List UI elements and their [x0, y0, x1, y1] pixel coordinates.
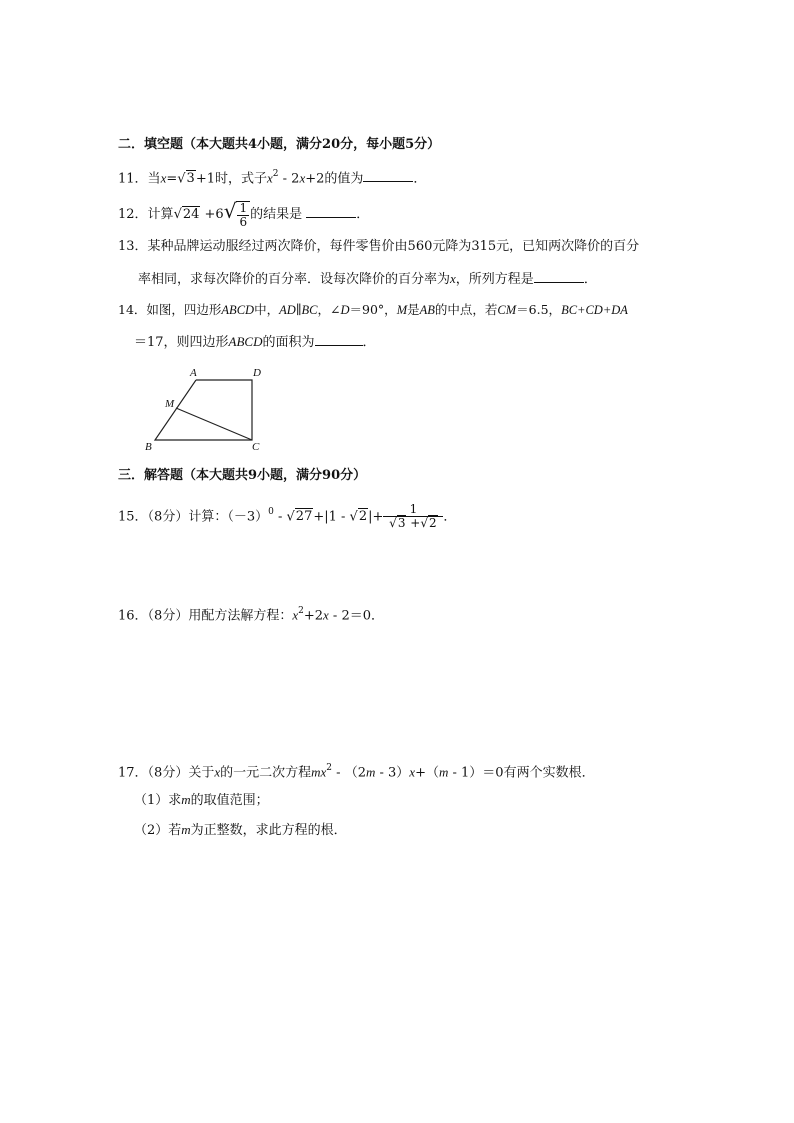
q15-sqrt-arg: 2 — [358, 509, 368, 525]
q17-var: m — [181, 822, 191, 837]
q15-fraction — [383, 503, 443, 530]
q17-var: mx — [311, 764, 327, 780]
q14-text: 是 — [407, 302, 420, 317]
q14-var: BC — [301, 303, 318, 317]
q14-var: ABCD — [221, 303, 255, 317]
q17-text: +（ — [415, 765, 439, 781]
q12-text: +6 — [200, 207, 224, 222]
q12-end: ． — [356, 207, 370, 222]
q17-var: m — [438, 764, 449, 780]
q14-text: ＝90°， — [349, 302, 397, 317]
question-17 — [118, 759, 595, 783]
q15-end: ． — [443, 509, 457, 525]
q16-var-x: x — [292, 607, 299, 623]
quadrilateral-abcd — [155, 380, 252, 440]
question-13-line1 — [118, 237, 639, 257]
question-16 — [118, 602, 384, 626]
q11-var-x: x — [160, 170, 167, 186]
fraction-numerator: 1 — [239, 200, 248, 215]
q14-text: 的中点，若 — [434, 302, 498, 317]
sqrt-symbol: √ — [173, 207, 182, 222]
section3-title: 三．解答题（本大题共9小题，满分90分） — [118, 468, 367, 483]
question-14-line1 — [118, 300, 628, 320]
q14-var: AB — [419, 303, 435, 317]
q12-sqrt-arg: 24 — [182, 207, 200, 222]
q14-number: 14． — [118, 302, 147, 317]
q17-text: （8分）关于 — [147, 765, 215, 781]
q11-eq: = — [166, 171, 178, 187]
question-17-part2 — [134, 820, 347, 841]
q15-text: +|1 - — [313, 509, 350, 525]
q14-text: 如图，四边形 — [146, 302, 222, 317]
q17-var: m — [365, 764, 376, 780]
q17-text: 的取值范围； — [190, 793, 269, 808]
q17-text: - （2 — [332, 765, 366, 781]
q14-var: M — [396, 303, 408, 317]
label-d: D — [253, 367, 261, 379]
q13-number: 13． — [118, 239, 148, 254]
fraction-denominator: 6 — [239, 214, 248, 229]
quadrilateral-figure — [140, 362, 280, 457]
q17-var: x — [409, 764, 416, 780]
q13-text: 某种品牌运动服经过两次降价，每件零售价由560元降为315元，已知两次降价的百分 — [147, 239, 640, 254]
q14-var: BC+CD+DA — [561, 303, 628, 317]
q12-fraction — [236, 201, 250, 229]
q11-number: 11． — [118, 171, 148, 187]
q11-exponent: 2 — [272, 169, 279, 179]
question-11 — [118, 165, 426, 189]
fraction-denominator: √3 +√2 — [389, 516, 437, 531]
q11-end: ． — [413, 171, 427, 187]
answer-blank[interactable] — [363, 169, 413, 182]
q13-end: ． — [583, 272, 597, 287]
q14-text: ∥ — [295, 302, 302, 317]
q14-var: AD — [279, 303, 296, 317]
q14-end: ． — [362, 335, 376, 350]
fraction-numerator: 1 — [383, 503, 443, 517]
q17-exponent: 2 — [326, 763, 333, 773]
label-c: C — [252, 441, 260, 453]
answer-blank[interactable] — [315, 333, 363, 346]
q16-var-x: x — [323, 607, 329, 623]
q12-text: 的结果是 — [250, 207, 307, 222]
q11-text: +2的值为 — [305, 171, 364, 187]
q17-text: （2）若 — [134, 823, 182, 838]
q11-var-x: x — [299, 170, 306, 186]
q15-text: - — [273, 509, 287, 525]
label-a: A — [190, 367, 197, 379]
q14-var: D — [340, 303, 350, 317]
segment-cm — [176, 408, 252, 440]
answer-blank[interactable] — [534, 270, 584, 283]
section2-title: 二．填空题（本大题共4小题，满分20分，每小题5分） — [118, 137, 441, 152]
q15-exponent: 0 — [268, 507, 274, 517]
answer-blank[interactable] — [306, 205, 356, 218]
q15-sqrt-arg: 3 — [397, 516, 406, 531]
q14-text: 的面积为 — [262, 335, 315, 350]
sqrt-symbol: √ — [286, 509, 295, 525]
q15-plus: + — [406, 516, 421, 531]
q17-text: - 1）＝0有两个实数根． — [448, 765, 595, 781]
q16-number: 16． — [118, 608, 148, 624]
q14-var: ABCD — [228, 334, 263, 349]
sqrt-symbol: √ — [177, 171, 186, 187]
q11-text: 当 — [147, 171, 161, 187]
q14-var: CM — [497, 303, 517, 317]
q11-var-x: x — [267, 170, 273, 186]
q16-text: +2 — [303, 608, 324, 624]
q15-text: |+ — [368, 509, 384, 525]
q17-var: x — [214, 764, 221, 780]
q14-text: ＝6.5， — [516, 302, 562, 317]
q12-number: 12． — [118, 207, 148, 222]
q15-text: （8分）计算：（－3） — [147, 509, 269, 525]
q17-var: m — [181, 792, 191, 807]
question-17-part1 — [134, 790, 269, 811]
q14-text: ＝17，则四边形 — [134, 335, 229, 350]
q15-number: 15． — [118, 509, 148, 525]
q13-var-x: x — [450, 271, 456, 286]
q15-sqrt-arg: 2 — [429, 516, 437, 531]
label-m: M — [165, 398, 175, 410]
q16-text: - 2＝0． — [328, 608, 384, 624]
question-15 — [118, 496, 456, 534]
q12-text: 计算 — [147, 207, 174, 222]
q14-text: ，∠ — [317, 302, 341, 317]
q17-number: 17． — [118, 765, 148, 781]
question-12 — [118, 196, 369, 230]
q11-sqrt-arg: 3 — [186, 171, 195, 187]
question-13-line2 — [138, 269, 597, 290]
q11-text: - 2 — [278, 171, 300, 187]
q14-text: 中， — [254, 302, 280, 317]
q17-text: 为正整数，求此方程的根． — [190, 823, 347, 838]
question-14-line2 — [134, 332, 376, 353]
q15-sqrt-arg: 27 — [295, 509, 313, 525]
q17-text: （1）求 — [134, 793, 182, 808]
q13-text: ，所列方程是 — [455, 272, 534, 287]
q16-text: （8分）用配方法解方程： — [147, 608, 293, 624]
q17-text: 的一元二次方程 — [220, 765, 312, 781]
sqrt-symbol: √ — [223, 199, 237, 223]
q16-exponent: 2 — [298, 606, 304, 616]
sqrt-symbol: √ — [349, 509, 358, 525]
q13-text: 率相同，求每次降价的百分率．设每次降价的百分率为 — [138, 272, 451, 287]
q11-text: +1时，式子 — [195, 171, 267, 187]
q17-text: - 3） — [375, 765, 410, 781]
label-b: B — [145, 441, 152, 453]
